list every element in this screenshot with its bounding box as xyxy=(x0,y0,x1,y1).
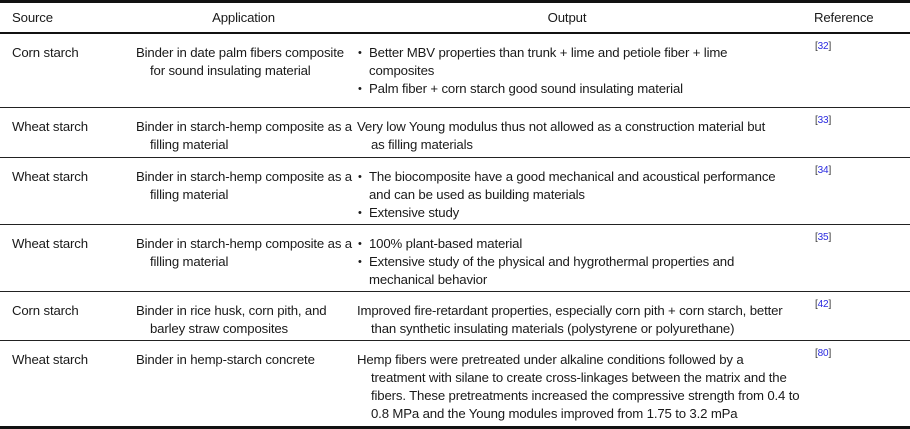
table-row xyxy=(0,225,910,292)
reference-link[interactable]: 42 xyxy=(817,299,829,310)
header-application: Application xyxy=(212,10,275,25)
reference-link[interactable]: 35 xyxy=(817,232,829,243)
output-cell: Hemp fibers were pretreated under alkaline conditions followed by a treatment with silane to create cross-linkages between the matrix and the fibers. These pretreatments increased the compressive strength from 0.4 to 0.8 MPa and the Young modules improved from 1.75 to 3.2 mPa xyxy=(357,352,800,421)
output-cell xyxy=(357,44,777,98)
application-cell: Binder in starch-hemp composite as a filling material xyxy=(136,236,352,269)
output-bullet: • Palm fiber + corn starch good sound insulating material xyxy=(357,80,777,98)
source-cell: Wheat starch xyxy=(12,352,88,367)
source-cell: Corn starch xyxy=(12,303,79,318)
output-cell xyxy=(357,168,777,222)
output-bullet: • Extensive study xyxy=(357,204,777,222)
reference-cell: [34] xyxy=(815,165,832,176)
table-row xyxy=(0,292,910,341)
output-bullet: • 100% plant-based material xyxy=(357,235,777,253)
reference-cell: [80] xyxy=(815,348,832,359)
output-cell: Improved fire-retardant properties, especially corn pith + corn starch, better than synthetic insulating materials (polystyrene or polyurethane) xyxy=(357,303,783,336)
output-bullet: • Better MBV properties than trunk + lime and petiole fiber + lime composites xyxy=(357,44,777,80)
application-cell: Binder in starch-hemp composite as a filling material xyxy=(136,119,352,152)
table-header-row xyxy=(0,3,910,34)
source-cell: Wheat starch xyxy=(12,119,88,134)
reference-cell: [33] xyxy=(815,115,832,126)
output-bullet: • The biocomposite have a good mechanical and acoustical performance and can be used as building materials xyxy=(357,168,777,204)
application-cell: Binder in date palm fibers composite for sound insulating material xyxy=(136,45,344,78)
output-bullet: • Extensive study of the physical and hygrothermal properties and mechanical behavior xyxy=(357,253,777,289)
reference-cell: [35] xyxy=(815,232,832,243)
table-row xyxy=(0,108,910,158)
reference-link[interactable]: 34 xyxy=(817,165,829,176)
table-row xyxy=(0,34,910,108)
output-cell xyxy=(357,235,777,289)
table-row xyxy=(0,158,910,225)
application-cell: Binder in hemp-starch concrete xyxy=(136,352,315,367)
reference-link[interactable]: 80 xyxy=(817,348,829,359)
source-cell: Wheat starch xyxy=(12,169,88,184)
header-source: Source xyxy=(12,10,53,25)
header-reference: Reference xyxy=(814,10,874,25)
reference-cell: [32] xyxy=(815,41,832,52)
source-cell: Corn starch xyxy=(12,45,79,60)
application-cell: Binder in starch-hemp composite as a filling material xyxy=(136,169,352,202)
reference-cell: [42] xyxy=(815,299,832,310)
application-cell: Binder in rice husk, corn pith, and barley straw composites xyxy=(136,303,327,336)
source-cell: Wheat starch xyxy=(12,236,88,251)
reference-link[interactable]: 32 xyxy=(817,41,829,52)
reference-link[interactable]: 33 xyxy=(817,115,829,126)
output-cell: Very low Young modulus thus not allowed as a construction material but as filling materials xyxy=(357,119,766,152)
table-row xyxy=(0,341,910,426)
header-output: Output xyxy=(547,10,587,25)
